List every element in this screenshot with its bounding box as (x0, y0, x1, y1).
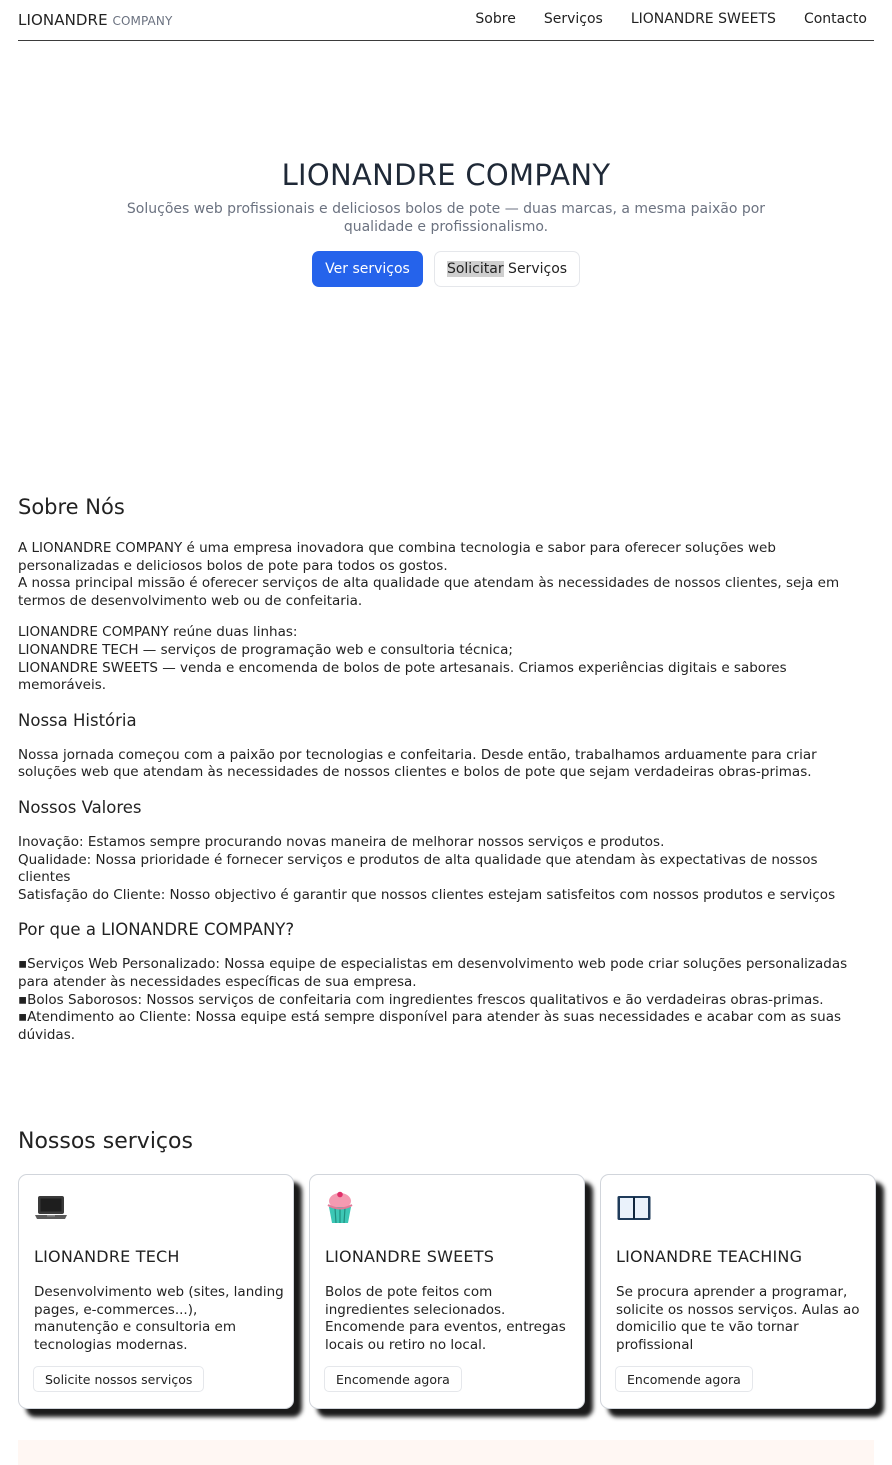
about-title: Sobre Nós (18, 495, 125, 519)
service-card-sweets (309, 1174, 585, 1409)
nav-link-sobre[interactable]: Sobre (475, 11, 516, 27)
card-title: LIONANDRE SWEETS (325, 1247, 495, 1266)
value-item: Satisfação do Cliente: Nosso objectivo é garantir que nossos clientes estejam satisfeitos com nossos produtos e serviços (18, 886, 836, 903)
nav-link-contacto[interactable]: Contacto (803, 11, 867, 27)
services-title: Nossos serviços (18, 1129, 193, 1154)
about-intro-2: A nossa principal missão é oferecer serviços de alta qualidade que atendam às necessidades de nossos clientes, seja em termos de desenvolvimento web ou de confeitaria. (18, 575, 840, 609)
nav-links (475, 11, 867, 27)
value-item: Qualidade: Nossa prioridade é fornecer serviços e produtos de alta qualidade que atendam às expectativas de nossos clientes (18, 851, 818, 886)
service-card-tech (18, 1174, 294, 1409)
history-text: Nossa jornada começou com a paixão por tecnologias e confeitaria. Desde então, trabalhamos arduamente para criar soluções web que atendam às necessidades de nossos clientes e bolos de pote que sejam verdadeiras obras-primas. (18, 746, 817, 781)
book-icon (616, 1193, 860, 1223)
why-item: ▪Atendimento ao Cliente: Nossa equipe está sempre disponível para atender às suas necessidades e acabar com as suas dúvidas. (18, 1009, 841, 1043)
navbar (18, 0, 874, 41)
services-cards (18, 1174, 876, 1409)
about-line-3: LIONANDRE SWEETS — venda e encomenda de bolos de pote artesanais. Criamos experiências digitais e sabores memoráveis. (18, 659, 787, 694)
card-text: Se procura aprender a programar, solicite os nossos serviços. Aulas ao domicilio que te vão tornar profissional (616, 1284, 860, 1353)
hero-subtitle: Soluções web profissionais e deliciosos bolos de pote — duas marcas, a mesma paixão por qualidade e profissionalismo. (126, 201, 766, 235)
nav-link-sweets[interactable]: LIONANDRE SWEETS (630, 11, 776, 27)
view-services-button[interactable]: Ver serviços (312, 251, 423, 287)
footer-band (18, 1440, 874, 1465)
card-title: LIONANDRE TECH (34, 1247, 180, 1266)
hero-section (0, 158, 892, 277)
hero-title: LIONANDRE COMPANY (281, 158, 611, 192)
request-services-button[interactable] (434, 251, 580, 287)
about-intro-1: A LIONANDRE COMPANY é uma empresa inovadora que combina tecnologia e sabor para oferecer soluções web personalizadas e deliciosos bolos de pote para todos os gostos. (18, 540, 776, 574)
service-card-teaching (600, 1174, 876, 1409)
hero-buttons (312, 251, 580, 287)
laptop-icon (34, 1193, 278, 1223)
history-title: Nossa História (18, 710, 137, 730)
about-line-1: LIONANDRE COMPANY reúne duas linhas: (18, 624, 298, 641)
cupcake-icon (325, 1193, 569, 1223)
selected-text: Solicitar (446, 261, 504, 277)
order-teaching-button[interactable]: Encomende agora (615, 1366, 753, 1392)
card-title: LIONANDRE TEACHING (616, 1247, 803, 1266)
brand-main: LIONANDRE (18, 11, 108, 29)
why-item: ▪Bolos Saborosos: Nossos serviços de confeitaria com ingredientes frescos qualitativos e ão verdadeiras obras-primas. (18, 991, 824, 1008)
order-sweets-button[interactable]: Encomende agora (324, 1366, 462, 1392)
why-title: Por que a LIONANDRE COMPANY? (18, 920, 295, 940)
request-services-label: Serviços (503, 261, 568, 277)
card-text: Desenvolvimento web (sites, landing pages, e-commerces...), manutenção e consultoria em tecnologias modernas. (34, 1284, 284, 1353)
brand-sub: COMPANY (112, 14, 173, 28)
card-text: Bolos de pote feitos com ingredientes selecionados. Encomende para eventos, entregas locais ou retiro no local. (325, 1284, 566, 1353)
brand-logo[interactable] (18, 11, 172, 29)
value-item: Inovação: Estamos sempre procurando novas maneira de melhorar nossos serviços e produtos. (18, 833, 665, 850)
about-line-2: LIONANDRE TECH — serviços de programação web e consultoria técnica; (18, 641, 513, 658)
why-item: ▪Serviços Web Personalizado: Nossa equipe de especialistas em desenvolvimento web pode criar soluções personalizadas para atender às necessidades específicas de sua empresa. (18, 956, 848, 990)
request-tech-button[interactable]: Solicite nossos serviços (33, 1366, 204, 1392)
values-title: Nossos Valores (18, 797, 142, 817)
about-section (18, 494, 874, 1044)
nav-link-servicos[interactable]: Serviços (543, 11, 603, 27)
